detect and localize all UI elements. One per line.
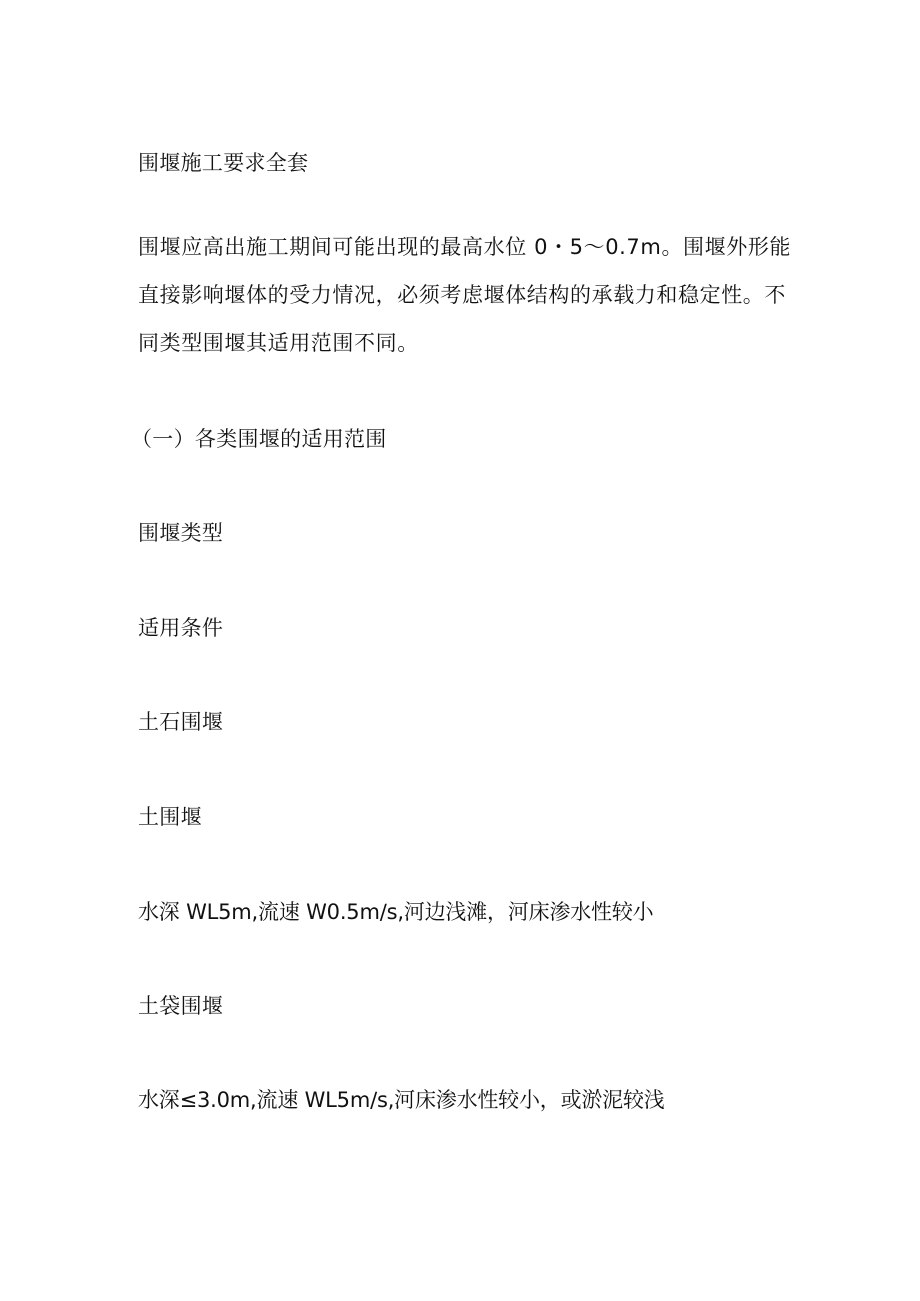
intro-line-1: 围堰应高出施工期间可能出现的最高水位 0・5～0.7m。围堰外形能 [138, 235, 792, 259]
earth-cofferdam-condition: 水深 WL5m,流速 W0.5m∕s,河边浅滩，河床渗水性较小 [138, 900, 654, 924]
document-title: 围堰施工要求全套 [138, 151, 309, 175]
section-heading: （一）各类围堰的适用范围 [131, 427, 387, 451]
table-header-condition: 适用条件 [138, 616, 224, 640]
earth-cofferdam-name: 土围堰 [138, 805, 202, 829]
intro-line-3: 同类型围堰其适用范围不同。 [138, 331, 419, 355]
intro-line-2: 直接影响堰体的受力情况，必须考虑堰体结构的承载力和稳定性。不 [138, 283, 786, 307]
sandbag-cofferdam-condition: 水深≤3.0m,流速 WL5m∕s,河床渗水性较小，或淤泥较浅 [138, 1088, 665, 1112]
sandbag-cofferdam-name: 土袋围堰 [138, 994, 224, 1018]
intro-paragraph [138, 223, 792, 367]
category-earth-rock: 土石围堰 [138, 710, 224, 734]
table-header-type: 围堰类型 [138, 521, 224, 545]
